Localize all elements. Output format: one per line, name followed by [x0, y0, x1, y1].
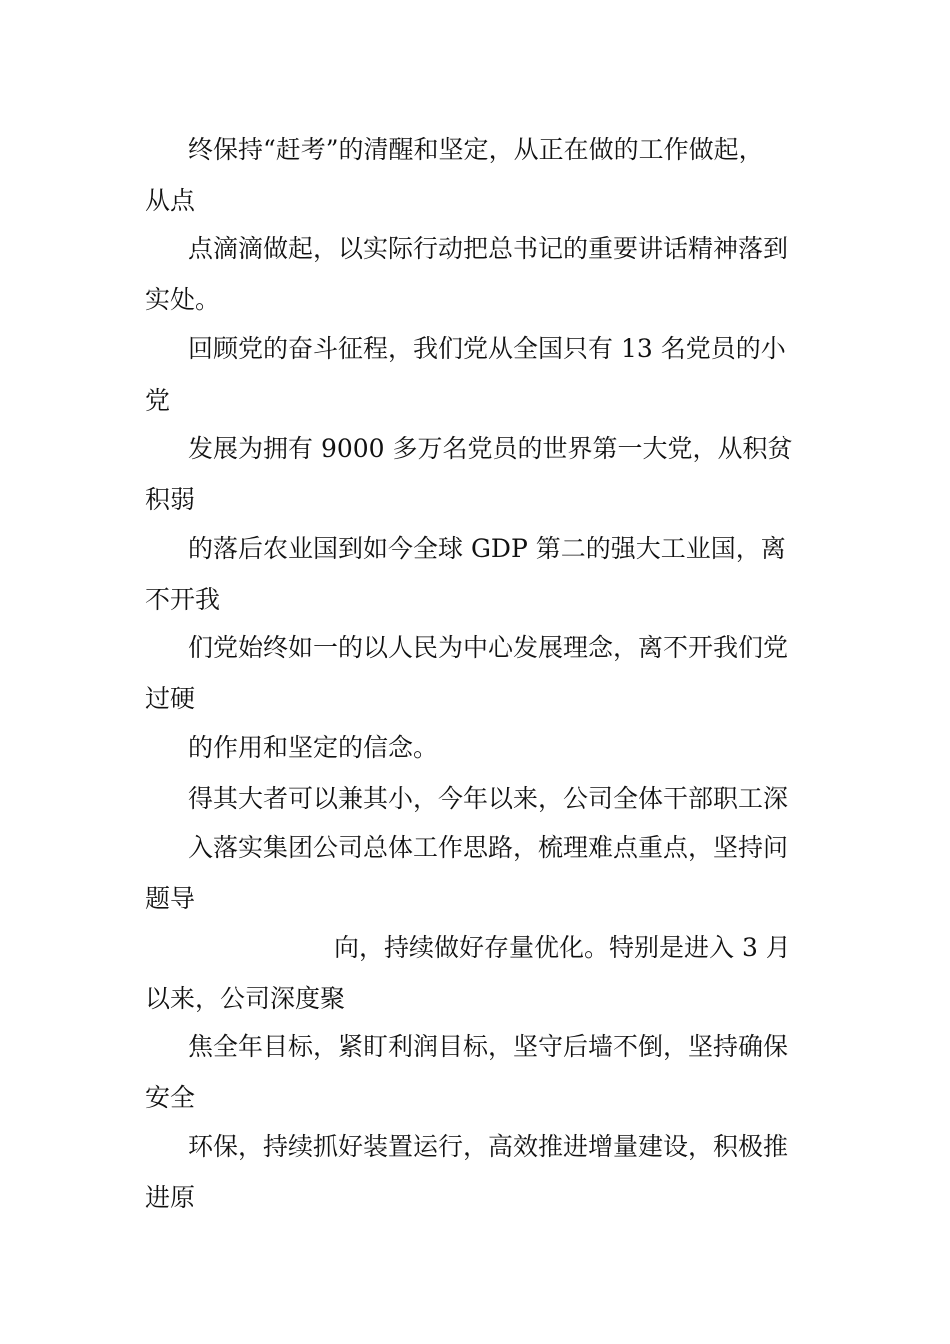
text-line: 得其大者可以兼其小，今年以来，公司全体干部职工深 [188, 784, 789, 813]
text-line: 终保持“赶考”的清醒和坚定，从正在做的工作做起， [188, 135, 764, 164]
text-line: 们党始终如一的以人民为中心发展理念，离不开我们党 [188, 633, 789, 662]
text-line: 从点 [145, 186, 196, 215]
text-line: 积弱 [145, 485, 196, 514]
text-line: 入落实集团公司总体工作思路，梳理难点重点，坚持问 [188, 833, 789, 862]
text-line: 的作用和坚定的信念。 [188, 733, 439, 762]
text-line: 点滴滴做起，以实际行动把总书记的重要讲话精神落到 [188, 234, 789, 263]
text-line: 焦全年目标，紧盯利润目标，坚守后墙不倒，坚持确保 [188, 1032, 789, 1061]
text-line: 党 [145, 386, 171, 415]
text-line: 实处。 [145, 285, 221, 314]
text-line: 以来，公司深度聚 [145, 984, 346, 1013]
text-line: 不开我 [145, 585, 221, 614]
text-line: 向，持续做好存量优化。特别是进入 3 月 [334, 933, 791, 962]
text-line: 的落后农业国到如今全球 GDP 第二的强大工业国，离 [188, 534, 786, 563]
text-line: 过硬 [145, 684, 196, 713]
text-line: 发展为拥有 9000 多万名党员的世界第一大党，从积贫 [188, 434, 793, 463]
text-line: 安全 [145, 1083, 196, 1112]
text-line: 回顾党的奋斗征程，我们党从全国只有 13 名党员的小 [188, 334, 786, 363]
text-line: 进原 [145, 1183, 196, 1212]
text-line: 题导 [145, 884, 196, 913]
text-line: 环保，持续抓好装置运行，高效推进增量建设，积极推 [188, 1132, 789, 1161]
